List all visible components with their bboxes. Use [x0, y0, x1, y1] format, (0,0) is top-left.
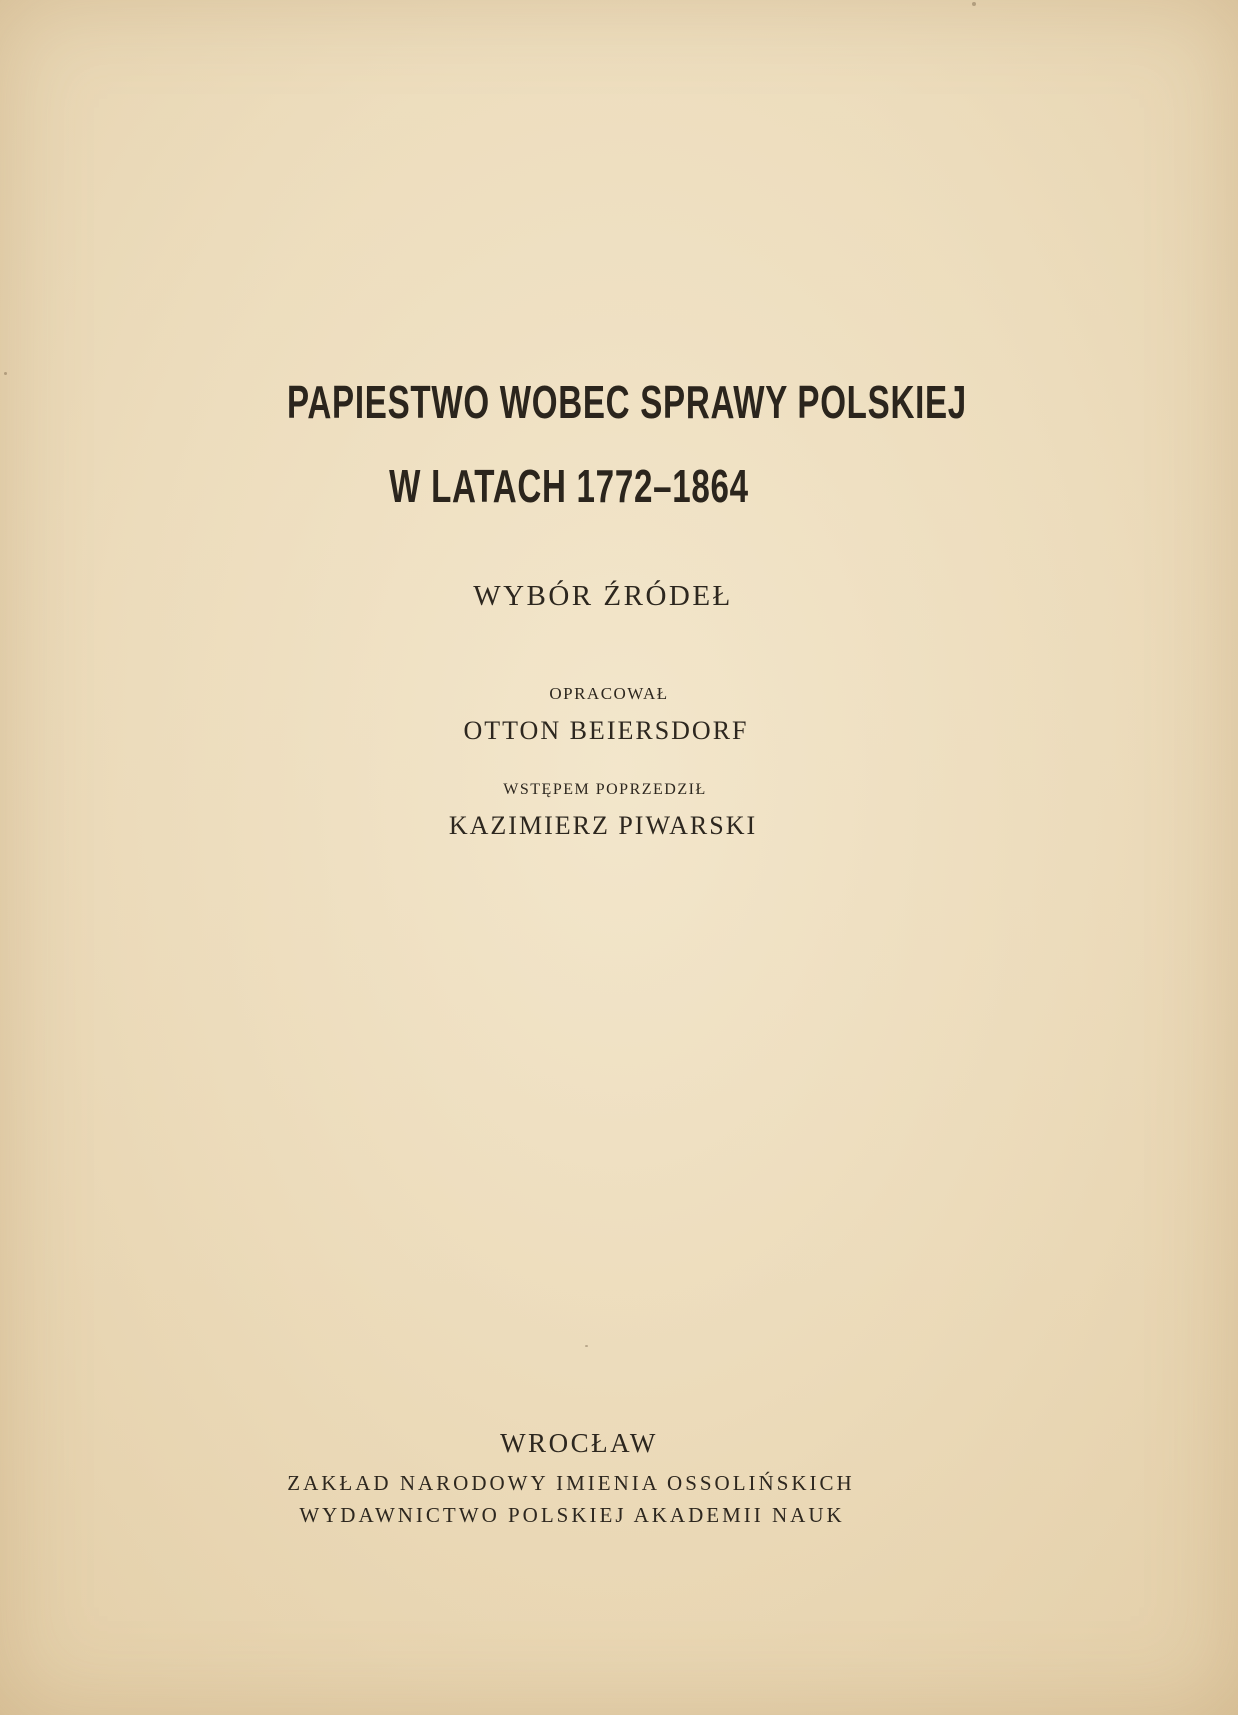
- editor-name: OTTON BEIERSDORF: [463, 716, 749, 745]
- introduction-role: WSTĘPEM POPRZEDZIŁ: [503, 781, 707, 798]
- publisher-line-1: ZAKŁAD NARODOWY IMIENIA OSSOLIŃSKICH: [287, 1471, 855, 1495]
- editor-role: OPRACOWAŁ: [549, 684, 669, 703]
- publication-city: WROCŁAW: [500, 1428, 658, 1458]
- paper-speck: [585, 1345, 588, 1347]
- paper-speck: [4, 372, 7, 375]
- introduction-author-name: KAZIMIERZ PIWARSKI: [448, 811, 758, 840]
- book-title-line-1: PAPIESTWO WOBEC SPRAWY POLSKIEJ: [287, 376, 967, 428]
- publisher-line-2: WYDAWNICTWO POLSKIEJ AKADEMII NAUK: [299, 1503, 845, 1527]
- book-title-line-2: W LATACH 1772–1864: [389, 460, 749, 512]
- paper-speck: [972, 2, 976, 6]
- book-subtitle: WYBÓR ŹRÓDEŁ: [473, 580, 733, 612]
